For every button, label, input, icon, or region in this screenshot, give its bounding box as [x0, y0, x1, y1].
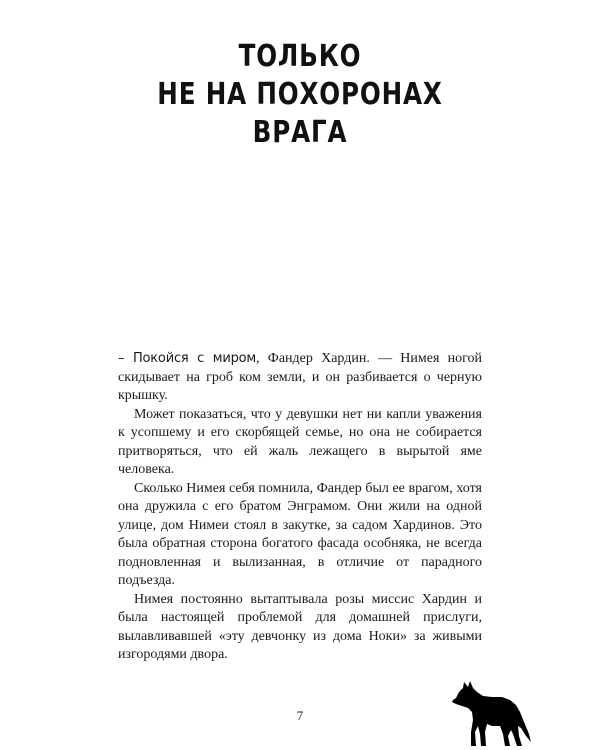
chapter-title-line-3: ВРАГА [252, 115, 348, 150]
paragraph-4: Нимея постоянно вытаптывала розы миссис Хардин и была настоящей проблемой для домашней прислуги, вылавливавшей «эту девчонку из дома Ноки» за живыми изгородями двора. [118, 591, 482, 662]
chapter-body [118, 350, 482, 665]
wolf-icon [450, 676, 532, 748]
dialogue-lead: – Покойся с миром [118, 351, 257, 366]
paragraph-1-text: , Фандер Хардин. — Нимея ногой скидывает на гроб ком земли, и он разбивается о черную крышку. [118, 351, 483, 403]
chapter-title-line-2: НЕ НА ПОХОРОНАХ [157, 77, 443, 112]
paragraph-1 [118, 350, 482, 406]
paragraph-2: Может показаться, что у девушки нет ни капли уважения к усопшему и его скорбящей семье, но она не собирается притворяться, что ей жаль лежащего в вырытой яме человека. [118, 406, 482, 477]
page-number: 7 [296, 708, 304, 723]
chapter-title-line-1: ТОЛЬКО [238, 39, 362, 74]
paragraph-3: Сколько Нимея себя помнила, Фандер был ее врагом, хотя она дружила с его братом Энграмом. Они жили на одной улице, дом Нимеи стоял в закутке, за садом Хардинов. Это была обратная сторона богатого фасада особняка, не всегда подновленная и вылизанная, в отличие от парадного подъезда. [118, 480, 482, 588]
chapter-title [54, 38, 546, 152]
